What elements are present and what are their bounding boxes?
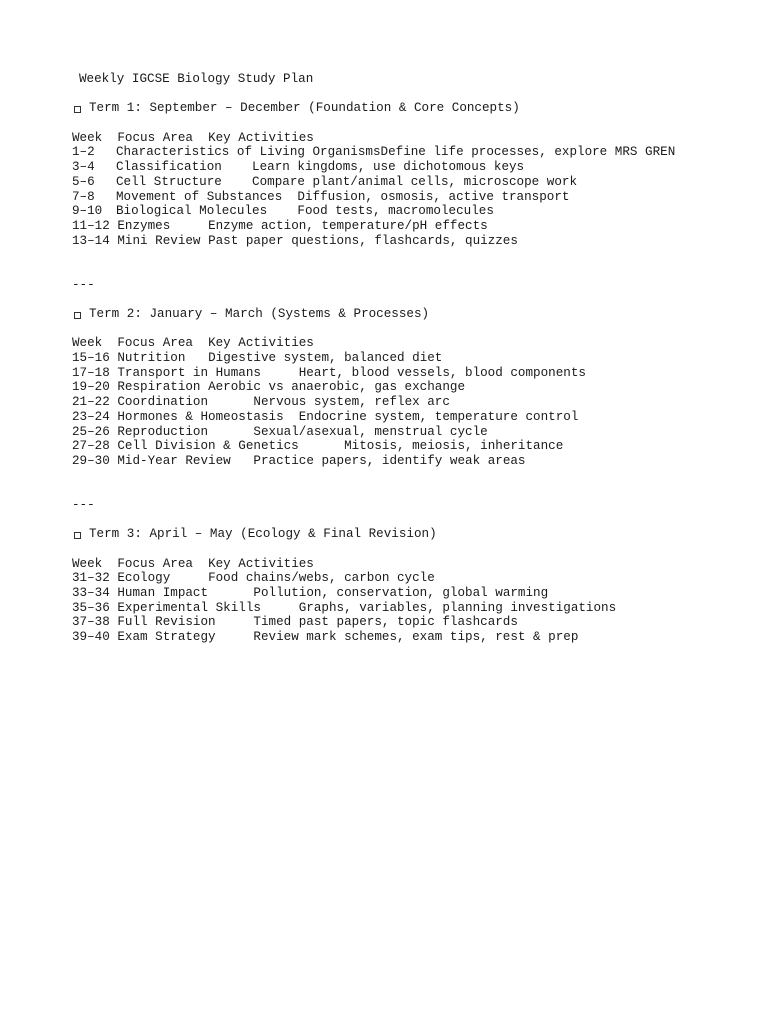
row-week: 19–20 — [72, 380, 110, 395]
row-focus-area: Ecology — [117, 571, 171, 586]
table-row — [72, 219, 732, 234]
term-3-heading — [72, 527, 732, 542]
row-focus-area: Human Impact — [117, 586, 209, 601]
row-activities: Review mark schemes, exam tips, rest & prep — [253, 630, 579, 645]
table-row — [72, 204, 732, 219]
row-focus-area: Coordination — [117, 395, 209, 410]
term-2-section — [72, 307, 732, 469]
header-focus-area: Focus Area — [117, 336, 193, 351]
row-focus-area: Full Revision — [117, 615, 216, 630]
term-heading-text: Term 3: April – May (Ecology & Final Revision) — [89, 527, 437, 542]
document-page — [72, 72, 732, 645]
row-activities: Food tests, macromolecules — [297, 204, 494, 219]
row-activities: Endocrine system, temperature control — [298, 409, 579, 424]
term-3-section — [72, 527, 732, 645]
table-row — [72, 630, 732, 645]
table-row — [72, 454, 732, 469]
row-activities: Graphs, variables, planning investigations — [298, 600, 617, 615]
row-week: 29–30 — [72, 453, 110, 468]
row-week: 1–2 — [72, 145, 95, 160]
row-activities: Enzyme action, temperature/pH effects — [208, 218, 488, 233]
table-row — [72, 410, 732, 425]
row-activities: Timed past papers, topic flashcards — [253, 615, 518, 630]
row-week: 13–14 — [72, 233, 110, 248]
row-activities: Compare plant/animal cells, microscope work — [252, 174, 578, 189]
row-week: 23–24 — [72, 409, 110, 424]
row-week: 3–4 — [72, 160, 95, 175]
row-activities: Define life processes, explore MRS GREN — [380, 145, 676, 160]
header-week: Week — [72, 556, 103, 571]
row-activities: Mitosis, meiosis, inheritance — [344, 439, 564, 454]
row-focus-area: Cell Division & Genetics — [117, 439, 299, 454]
term-1-heading — [72, 101, 732, 116]
table-row — [72, 439, 732, 454]
table-row — [72, 571, 732, 586]
row-activities: Food chains/webs, carbon cycle — [208, 571, 435, 586]
row-activities: Heart, blood vessels, blood components — [298, 365, 586, 380]
row-focus-area: Biological Molecules — [116, 204, 268, 219]
table-row — [72, 190, 732, 205]
term-heading-text: Term 2: January – March (Systems & Processes) — [89, 307, 430, 322]
table-row — [72, 145, 732, 160]
header-key-activities: Key Activities — [208, 556, 314, 571]
term-2-heading — [72, 307, 732, 322]
header-key-activities: Key Activities — [208, 130, 314, 145]
table-row — [72, 175, 732, 190]
row-activities: Learn kingdoms, use dichotomous keys — [252, 160, 525, 175]
table-row — [72, 425, 732, 440]
row-week: 33–34 — [72, 586, 110, 601]
row-focus-area: Mid-Year Review — [117, 453, 231, 468]
row-week: 11–12 — [72, 218, 110, 233]
row-focus-area: Nutrition — [117, 351, 186, 366]
row-focus-area: Hormones & Homeostasis — [117, 409, 284, 424]
table-row — [72, 601, 732, 616]
row-focus-area: Classification — [116, 160, 222, 175]
table-row — [72, 366, 732, 381]
row-week: 39–40 — [72, 630, 110, 645]
table-row — [72, 586, 732, 601]
term-1-section — [72, 101, 732, 248]
row-week: 27–28 — [72, 439, 110, 454]
row-activities: Past paper questions, flashcards, quizzes — [208, 233, 518, 248]
row-week: 17–18 — [72, 365, 110, 380]
row-activities: Practice papers, identify weak areas — [253, 453, 526, 468]
table-row — [72, 351, 732, 366]
row-focus-area: Transport in Humans — [117, 365, 261, 380]
table-header — [72, 336, 732, 351]
row-week: 9–10 — [72, 204, 103, 219]
square-bullet-icon — [74, 532, 81, 539]
term-heading-text: Term 1: September – December (Foundation & Core Concepts) — [89, 101, 520, 116]
section-separator: --- — [72, 277, 95, 292]
table-row — [72, 160, 732, 175]
header-focus-area: Focus Area — [117, 130, 193, 145]
row-focus-area: Movement of Substances — [116, 189, 283, 204]
square-bullet-icon — [74, 312, 81, 319]
row-week: 7–8 — [72, 189, 95, 204]
row-week: 31–32 — [72, 571, 110, 586]
table-row — [72, 234, 732, 249]
table-row — [72, 380, 732, 395]
header-week: Week — [72, 130, 103, 145]
table-row — [72, 615, 732, 630]
square-bullet-icon — [74, 106, 81, 113]
row-focus-area: Enzymes — [117, 218, 171, 233]
row-activities: Sexual/asexual, menstrual cycle — [253, 424, 488, 439]
table-header — [72, 557, 732, 572]
row-focus-area: Characteristics of Living Organisms — [116, 145, 381, 160]
header-week: Week — [72, 336, 103, 351]
row-activities: Digestive system, balanced diet — [208, 351, 443, 366]
row-week: 35–36 — [72, 600, 110, 615]
header-focus-area: Focus Area — [117, 556, 193, 571]
row-activities: Pollution, conservation, global warming — [253, 586, 549, 601]
row-week: 37–38 — [72, 615, 110, 630]
table-header — [72, 131, 732, 146]
row-activities: Aerobic vs anaerobic, gas exchange — [208, 380, 466, 395]
row-focus-area: Reproduction — [117, 424, 209, 439]
row-focus-area: Exam Strategy — [117, 630, 216, 645]
row-focus-area: Mini Review — [117, 233, 201, 248]
row-week: 15–16 — [72, 351, 110, 366]
row-week: 25–26 — [72, 424, 110, 439]
row-focus-area: Experimental Skills — [117, 600, 261, 615]
row-activities: Diffusion, osmosis, active transport — [297, 189, 570, 204]
row-week: 21–22 — [72, 395, 110, 410]
row-focus-area: Respiration — [117, 380, 201, 395]
row-activities: Nervous system, reflex arc — [253, 395, 450, 410]
document-title: Weekly IGCSE Biology Study Plan — [79, 72, 314, 86]
row-focus-area: Cell Structure — [116, 174, 222, 189]
header-key-activities: Key Activities — [208, 336, 314, 351]
row-week: 5–6 — [72, 174, 95, 189]
table-row — [72, 395, 732, 410]
section-separator: --- — [72, 497, 95, 512]
